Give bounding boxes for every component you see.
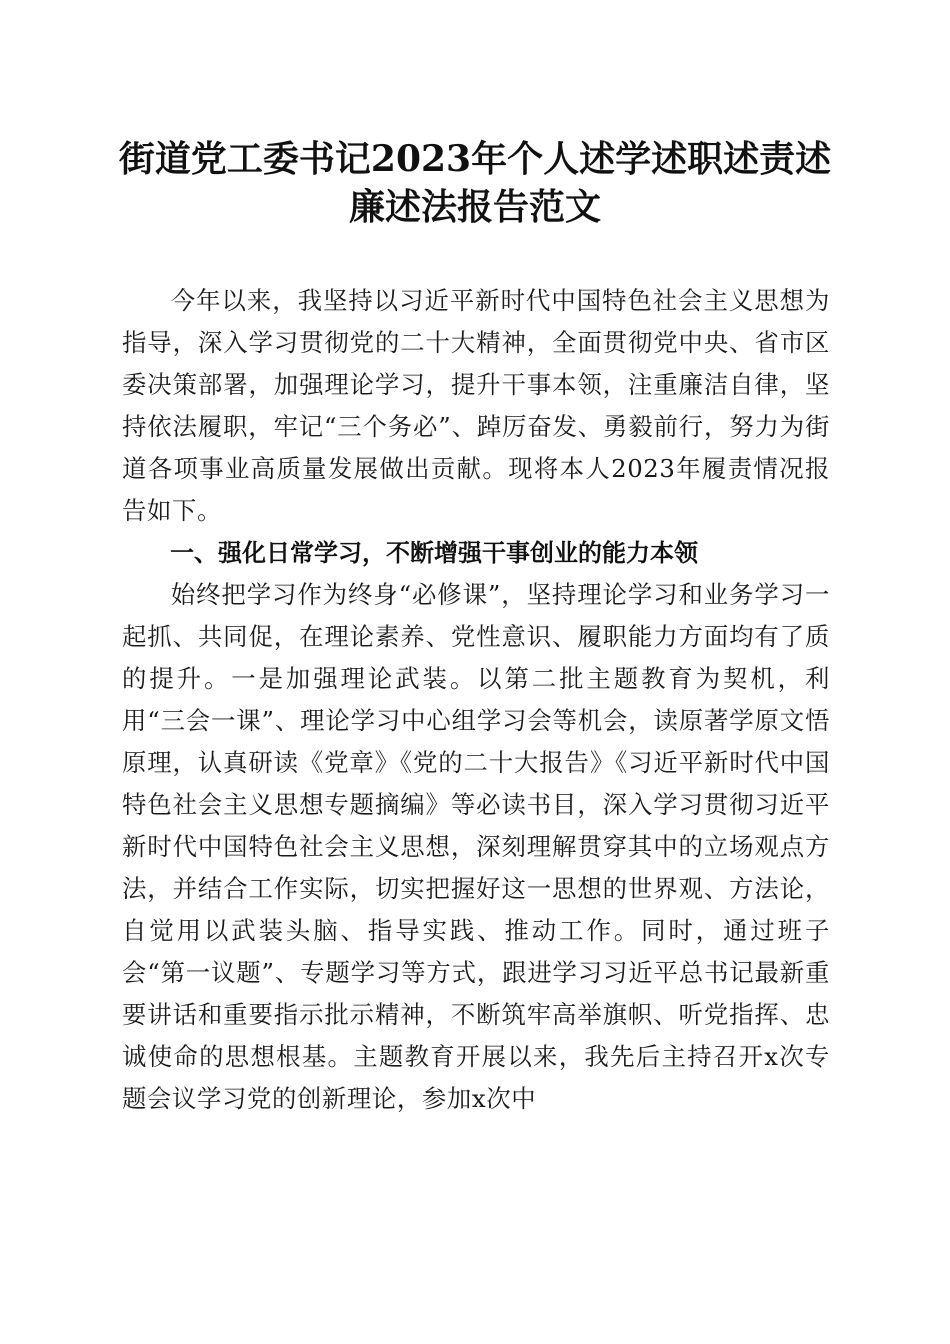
title-line-2: 廉述法报告范文 [348, 186, 601, 228]
title-line-1: 街道党工委书记2023年个人述学述职述责述 [118, 138, 832, 180]
section-1-heading: 一、强化日常学习，不断增强干事创业的能力本领 [170, 539, 698, 567]
document-title [110, 135, 840, 231]
section-1-paragraph: 始终把学习作为终身“必修课”，坚持理论学习和业务学习一起抓、共同促，在理论素养、党性意识、履职能力方面均有了质的提升。一是加强理论武装。以第二批主题教育为契机，利用“三会一课”、理论学习中心组学习会等机会，读原著学原文悟原理，认真研读《党章》《党的二十大报告》《习近平新时代中国特色社会主义思想专题摘编》等必读书目，深入学习贯彻习近平新时代中国特色社会主义思想，深刻理解贯穿其中的立场观点方法，并结合工作实际，切实把握好这一思想的世界观、方法论，自觉用以武装头脑、指导实践、推动工作。同时，通过班子会“第一议题”、专题学习等方式，跟进学习习近平总书记最新重要讲话和重要指示批示精神，不断筑牢高举旗帜、听党指挥、忠诚使命的思想根基。主题教育开展以来，我先后主持召开x次专题会议学习党的创新理论，参加x次中 [122, 580, 830, 1113]
document-body [122, 280, 830, 1120]
intro-paragraph: 今年以来，我坚持以习近平新时代中国特色社会主义思想为指导，深入学习贯彻党的二十大精神，全面贯彻党中央、省市区委决策部署，加强理论学习，提升干事本领，注重廉洁自律，坚持依法履职，牢记“三个务必”、踔厉奋发、勇毅前行，努力为街道各项事业高质量发展做出贡献。现将本人2023年履责情况报告如下。 [122, 286, 830, 525]
